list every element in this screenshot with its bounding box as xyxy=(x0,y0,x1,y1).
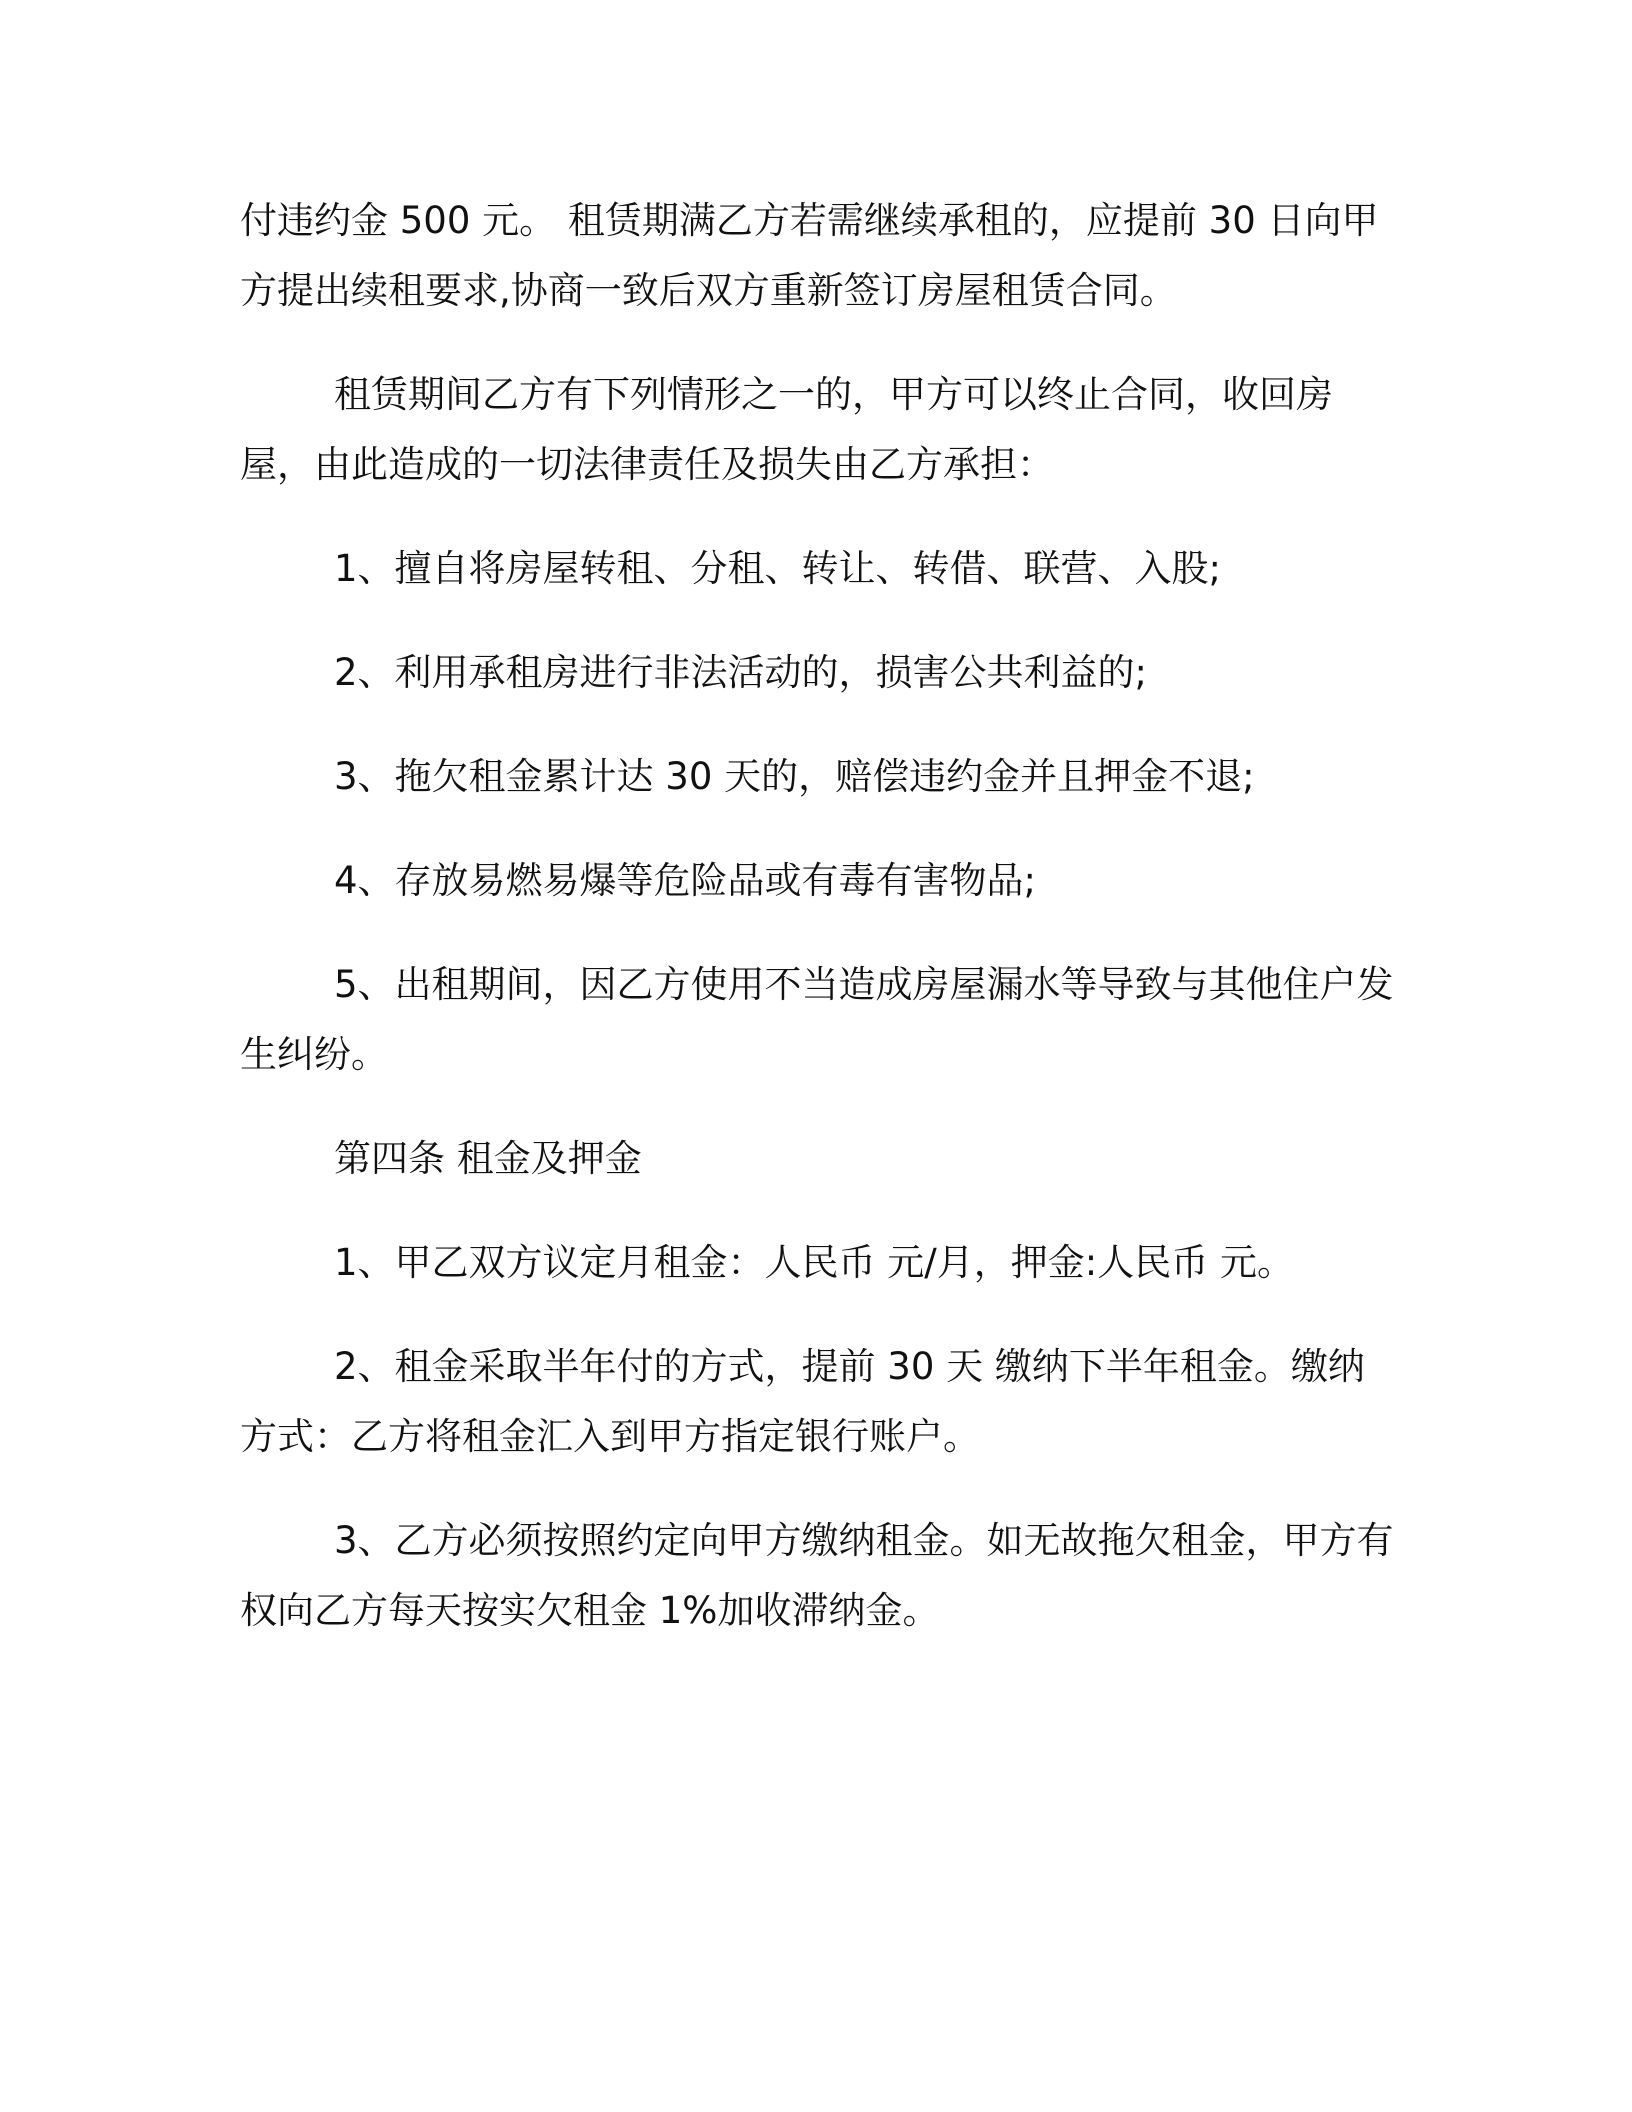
list-item-sublet: 1、擅自将房屋转租、分租、转让、转借、联营、入股; xyxy=(334,547,1222,590)
list-item-monthly-rent: 1、甲乙双方议定月租金：人民币 元/月，押金:人民币 元。 xyxy=(334,1241,1294,1284)
paragraph-termination-conditions: 租赁期间乙方有下列情形之一的，甲方可以终止合同，收回房屋，由此造成的一切法律责任及损失由乙方承担： xyxy=(240,373,1333,486)
list-item-rent-arrears: 3、拖欠租金累计达 30 天的，赔偿违约金并且押金不退; xyxy=(334,755,1255,798)
document-body xyxy=(240,186,1400,1646)
section-heading-article-4: 第四条 租金及押金 xyxy=(334,1137,642,1180)
list-item-hazardous-goods: 4、存放易燃易爆等危险品或有毒有害物品; xyxy=(334,859,1037,902)
list-item-late-fee: 3、乙方必须按照约定向甲方缴纳租金。如无故拖欠租金，甲方有权向乙方每天按实欠租金 1%加收滞纳金。 xyxy=(240,1519,1394,1632)
list-item-disputes: 5、出租期间，因乙方使用不当造成房屋漏水等导致与其他住户发生纠纷。 xyxy=(240,963,1394,1076)
paragraph-renewal: 付违约金 500 元。 租赁期满乙方若需继续承租的，应提前 30 日向甲方提出续租要求,协商一致后双方重新签订房屋租赁合同。 xyxy=(240,199,1379,312)
list-item-payment-method: 2、租金采取半年付的方式，提前 30 天 缴纳下半年租金。缴纳方式：乙方将租金汇入到甲方指定银行账户。 xyxy=(240,1345,1365,1458)
list-item-illegal-activity: 2、利用承租房进行非法活动的，损害公共利益的; xyxy=(334,651,1148,694)
